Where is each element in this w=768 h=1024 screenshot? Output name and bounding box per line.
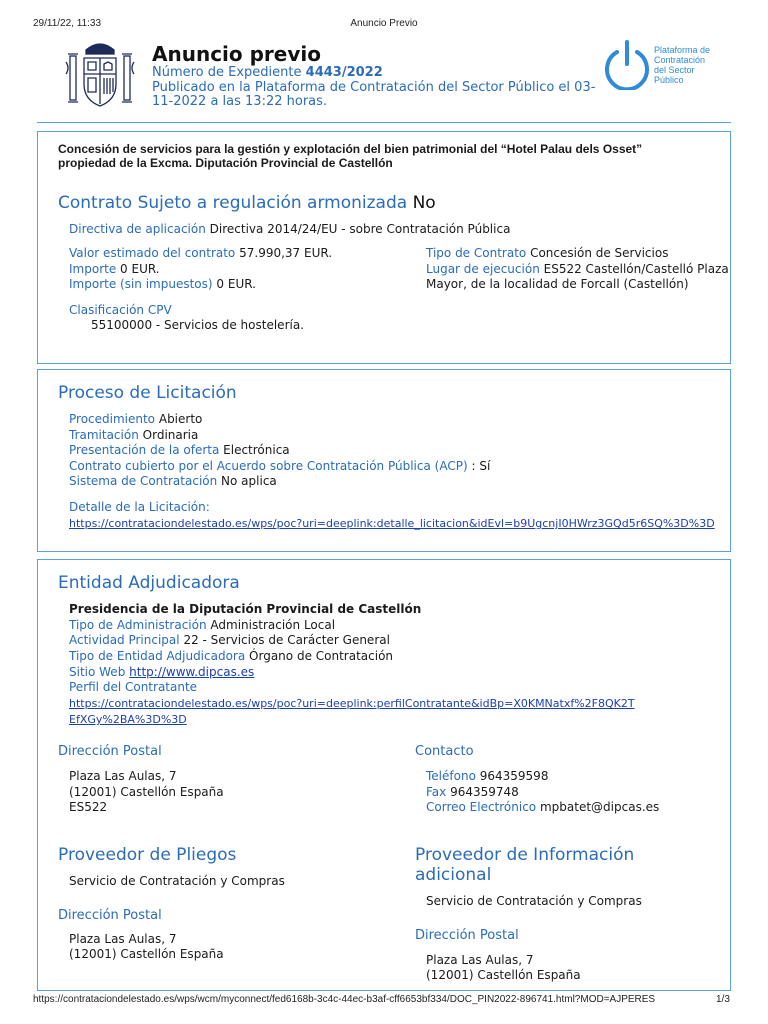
cpv-label: Clasificación CPV xyxy=(69,303,172,317)
acp-row xyxy=(69,459,490,474)
estimated-label: Valor estimado del contrato xyxy=(69,246,236,260)
fax-label: Fax xyxy=(426,785,447,799)
perfil-link-line-1[interactable]: https://contrataciondelestado.es/wps/poc?uri=deeplink:perfilContratante&idBp=X0KMNatxf%2F8QK2T xyxy=(69,697,635,710)
tramitacion-value: Ordinaria xyxy=(142,428,199,442)
telefono-value: 964359598 xyxy=(479,769,549,783)
direccion-line-1: Plaza Las Aulas, 7 xyxy=(69,769,177,783)
pliegos-dir-line-1: Plaza Las Aulas, 7 xyxy=(69,932,177,946)
directive-value: Directiva 2014/24/EU - sobre Contratación Pública xyxy=(209,222,511,236)
platform-logo-line-2: Contratación xyxy=(654,55,706,65)
pliegos-dir-line-2: (12001) Castellón España xyxy=(69,947,224,961)
tipo-value: Concesión de Servicios xyxy=(530,246,669,260)
info-title-line-2: adicional xyxy=(415,865,492,885)
regulation-label: Contrato Sujeto a regulación armonizada xyxy=(58,193,408,213)
entidad-title: Entidad Adjudicadora xyxy=(58,573,240,593)
estimated-value: 57.990,37 EUR. xyxy=(239,246,333,260)
lugar-value-2: Mayor, de la localidad de Forcall (Castellón) xyxy=(426,277,689,291)
direccion-title: Dirección Postal xyxy=(58,744,162,759)
pliegos-title: Proveedor de Pliegos xyxy=(58,845,237,865)
print-footer-url: https://contrataciondelestado.es/wps/wcm/myconnect/fed6168b-3c4c-44ec-b3af-cff6653bf334/DOC_PIN2022-896741.html?MOD=AJPERES xyxy=(33,994,656,1005)
tipo-entidad-label: Tipo de Entidad Adjudicadora xyxy=(69,649,246,663)
fax-row xyxy=(426,785,519,800)
regulation-title xyxy=(58,193,436,213)
coat-of-arms-icon xyxy=(64,38,136,112)
tipo-admin-value: Administración Local xyxy=(210,618,336,632)
published-line-2: 11-2022 a las 13:22 horas. xyxy=(152,94,328,109)
print-footer-page: 1/3 xyxy=(716,994,730,1005)
procedimiento-label: Procedimiento xyxy=(69,412,156,426)
importe-label: Importe xyxy=(69,262,117,276)
importe-sin-label: Importe (sin impuestos) xyxy=(69,277,213,291)
estimated-row xyxy=(69,246,332,261)
perfil-label: Perfil del Contratante xyxy=(69,680,198,694)
info-title-line-1: Proveedor de Información xyxy=(415,845,635,865)
entidad-section xyxy=(37,559,731,991)
direccion-line-2: (12001) Castellón España xyxy=(69,785,224,799)
platform-logo-text xyxy=(654,45,710,85)
importe-value: 0 EUR. xyxy=(120,262,160,276)
info-dir-title: Dirección Postal xyxy=(415,928,519,943)
print-doc-title: Anuncio Previo xyxy=(350,18,418,29)
tipo-admin-row xyxy=(69,618,335,633)
lugar-row xyxy=(426,262,729,277)
lugar-value-1: ES522 Castellón/Castelló Plaza xyxy=(543,262,729,276)
actividad-label: Actividad Principal xyxy=(69,633,180,647)
expediente-value: 4443/2022 xyxy=(305,65,383,80)
telefono-label: Teléfono xyxy=(426,769,476,783)
contacto-title: Contacto xyxy=(415,744,474,759)
platform-logo-line-3: del Sector xyxy=(654,65,695,75)
tramitacion-label: Tramitación xyxy=(69,428,139,442)
correo-row xyxy=(426,800,659,815)
contract-description-line-2: propiedad de la Excma. Diputación Provincial de Castellón xyxy=(58,156,393,170)
sistema-row xyxy=(69,474,277,489)
expediente-line xyxy=(152,65,383,80)
presentacion-value: Electrónica xyxy=(223,443,290,457)
directive-label: Directiva de aplicación xyxy=(69,222,206,236)
sistema-value: No aplica xyxy=(221,474,277,488)
telefono-row xyxy=(426,769,548,784)
published-line-1: Publicado en la Plataforma de Contratación del Sector Público el 03- xyxy=(152,80,596,95)
expediente-label: Número de Expediente xyxy=(152,65,302,80)
acp-label: Contrato cubierto por el Acuerdo sobre Contratación Pública (ACP) xyxy=(69,459,468,473)
info-dir-line-1: Plaza Las Aulas, 7 xyxy=(426,953,534,967)
procedimiento-value: Abierto xyxy=(158,412,203,426)
correo-value: mpbatet@dipcas.es xyxy=(539,800,660,814)
importe-sin-row xyxy=(69,277,256,292)
tipo-label: Tipo de Contrato xyxy=(426,246,527,260)
tipo-entidad-value: Órgano de Contratación xyxy=(249,649,394,663)
sitio-row xyxy=(69,665,254,680)
fax-value: 964359748 xyxy=(450,785,519,799)
detalle-label: Detalle de la Licitación: xyxy=(69,500,210,514)
importe-row xyxy=(69,262,160,277)
entidad-name: Presidencia de la Diputación Provincial de Castellón xyxy=(69,602,422,616)
acp-value: : Sí xyxy=(471,459,491,473)
cpv-value: 55100000 - Servicios de hostelería. xyxy=(91,318,304,332)
sitio-label: Sitio Web xyxy=(69,665,126,679)
tipo-entidad-row xyxy=(69,649,393,664)
platform-logo-line-4: Público xyxy=(654,75,684,85)
pliegos-dir-title: Dirección Postal xyxy=(58,908,162,923)
info-title xyxy=(415,845,634,885)
sistema-label: Sistema de Contratación xyxy=(69,474,218,488)
info-dir-line-2: (12001) Castellón España xyxy=(426,968,581,982)
pliegos-value: Servicio de Contratación y Compras xyxy=(69,874,285,888)
power-logo-icon xyxy=(602,40,652,90)
actividad-row xyxy=(69,633,390,648)
presentacion-row xyxy=(69,443,290,458)
contract-description-line-1: Concesión de servicios para la gestión y explotación del bien patrimonial del “Hotel Palau dels Osset” xyxy=(58,142,643,156)
licitacion-title: Proceso de Licitación xyxy=(58,383,237,403)
actividad-value: 22 - Servicios de Carácter General xyxy=(183,633,390,647)
licitacion-section xyxy=(37,369,731,552)
tipo-row xyxy=(426,246,668,261)
print-datetime: 29/11/22, 11:33 xyxy=(33,18,102,29)
info-value: Servicio de Contratación y Compras xyxy=(426,894,642,908)
correo-label: Correo Electrónico xyxy=(426,800,537,814)
lugar-label: Lugar de ejecución xyxy=(426,262,540,276)
detalle-link[interactable]: https://contrataciondelestado.es/wps/poc?uri=deeplink:detalle_licitacion&idEvl=b9UgcnjI0HWrz3GQd5r6SQ%3D%3D xyxy=(69,517,715,530)
page-title: Anuncio previo xyxy=(152,42,321,66)
presentacion-label: Presentación de la oferta xyxy=(69,443,220,457)
directive-row xyxy=(69,222,510,237)
procedimiento-row xyxy=(69,412,202,427)
perfil-link-line-2[interactable]: EfXGy%2BA%3D%3D xyxy=(69,713,187,726)
importe-sin-value: 0 EUR. xyxy=(216,277,256,291)
tramitacion-row xyxy=(69,428,198,443)
regulation-value: No xyxy=(412,193,436,213)
header-divider xyxy=(37,122,731,123)
direccion-line-3: ES522 xyxy=(69,800,108,814)
sitio-link[interactable]: http://www.dipcas.es xyxy=(129,665,255,679)
tipo-admin-label: Tipo de Administración xyxy=(69,618,207,632)
platform-logo-line-1: Plataforma de xyxy=(654,45,711,55)
contract-section xyxy=(37,131,731,364)
